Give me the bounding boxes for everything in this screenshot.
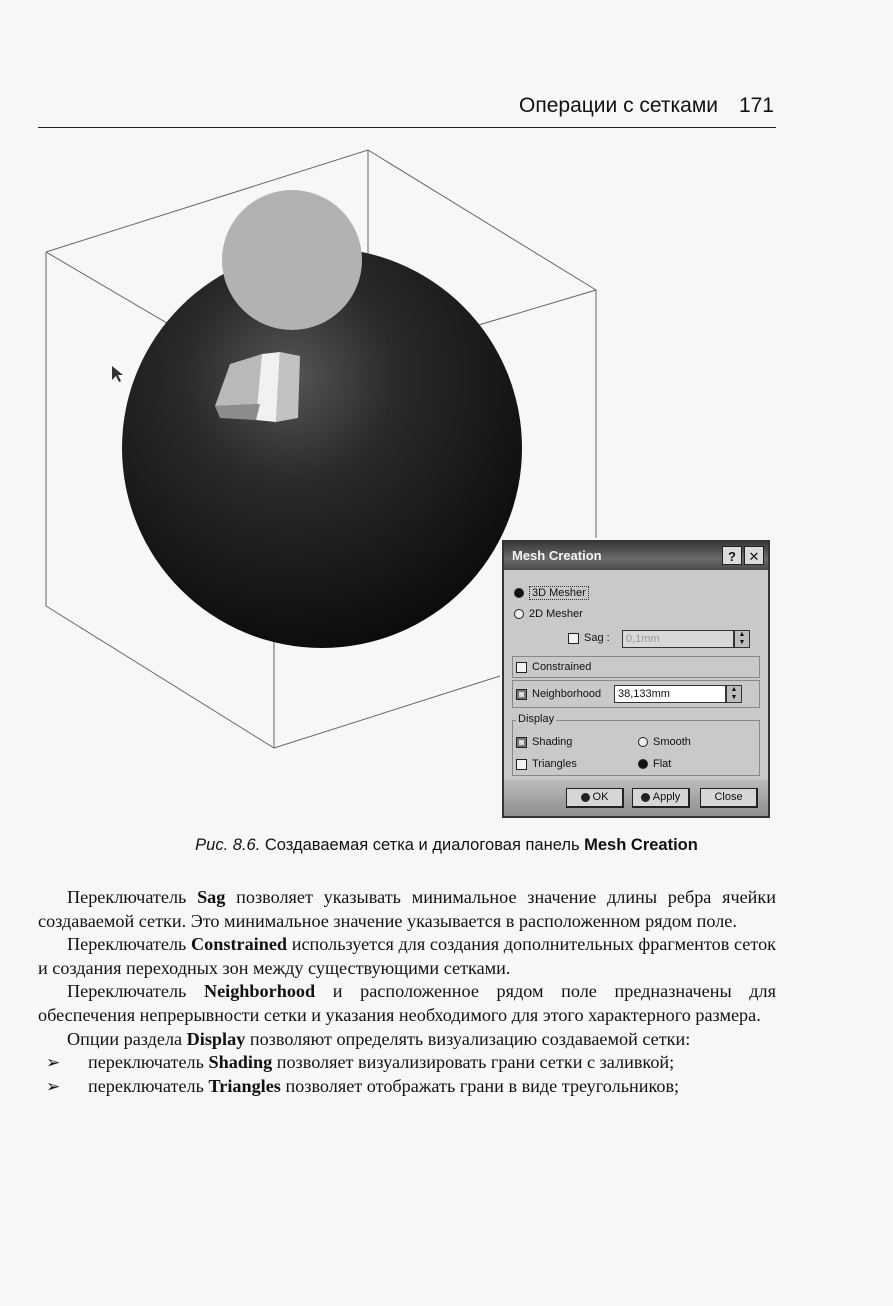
text-run: позволяет указывать минимальное значение длины ребра ячейки создаваемой сетки. Это минимальное значение указывается в расположенном рядом поле.	[38, 887, 776, 931]
ok-icon	[581, 793, 590, 802]
caption-bold: Mesh Creation	[584, 836, 698, 854]
flat-option[interactable]	[638, 758, 671, 770]
text-run: Переключатель	[67, 887, 198, 907]
sag-input[interactable]: 0,1mm	[622, 630, 734, 648]
apply-button[interactable]	[632, 788, 690, 808]
apply-label: Apply	[652, 791, 681, 803]
mesher-2d-label: 2D Mesher	[529, 608, 583, 620]
list-item	[38, 1051, 776, 1075]
constrained-checkbox[interactable]	[516, 662, 527, 673]
running-header	[38, 92, 776, 128]
text-run: позволяет отображать грани в виде треугольников;	[280, 1075, 680, 1096]
page-number: 171	[738, 94, 774, 117]
dialog-title: Mesh Creation	[512, 548, 602, 563]
paragraph-display	[38, 1028, 776, 1052]
text-run: используется для создания дополнительных фрагментов сеток и создания переходных зон между существующими сетками.	[38, 934, 776, 978]
body-text	[38, 886, 776, 1098]
neighborhood-option[interactable]	[516, 688, 601, 700]
text-run: переключатель	[88, 1052, 209, 1073]
term-sag: Sag	[197, 887, 226, 907]
flat-radio[interactable]	[638, 759, 648, 769]
constrained-label: Constrained	[532, 661, 592, 673]
caption-text: Создаваемая сетка и диалоговая панель	[260, 836, 585, 854]
neighborhood-input[interactable]: 38,133mm	[614, 685, 726, 703]
caption-prefix: Рис. 8.6.	[195, 836, 261, 854]
mesher-3d-label: 3D Mesher	[529, 586, 589, 600]
close-button[interactable]: Close	[700, 788, 758, 808]
mesher-2d-option[interactable]	[514, 608, 583, 620]
neighborhood-label: Neighborhood	[532, 688, 602, 700]
small-sphere	[222, 190, 362, 330]
neighborhood-checkbox[interactable]	[516, 689, 527, 700]
mesher-3d-option[interactable]	[514, 586, 589, 600]
smooth-radio[interactable]	[638, 737, 648, 747]
constrained-option[interactable]	[516, 661, 591, 673]
sag-label: Sag :	[584, 632, 610, 644]
triangles-checkbox[interactable]	[516, 759, 527, 770]
close-window-button[interactable]: ✕	[744, 546, 764, 565]
help-button[interactable]: ?	[722, 546, 742, 565]
dialog-titlebar	[504, 542, 768, 570]
text-run: Опции раздела	[67, 1028, 187, 1049]
sag-spinner[interactable]: ▲ ▼	[734, 630, 750, 648]
sag-option[interactable]	[568, 632, 610, 644]
text-run: и расположенное рядом поле предназначены для обеспечения непрерывности сетки и указания необходимого для этого характерного размера.	[38, 981, 776, 1025]
term-shading: Shading	[208, 1052, 273, 1073]
term-neighborhood: Neighborhood	[203, 981, 316, 1002]
sag-checkbox[interactable]	[568, 633, 579, 644]
triangles-label: Triangles	[532, 758, 577, 770]
paragraph-sag	[38, 886, 776, 933]
bullet-arrow-icon: ➢	[46, 1053, 61, 1073]
shading-option[interactable]	[516, 736, 572, 748]
text-run: переключатель	[88, 1075, 209, 1096]
dialog-button-bar	[504, 780, 768, 816]
shading-checkbox[interactable]	[516, 737, 527, 748]
smooth-option[interactable]	[638, 736, 691, 748]
display-options-list	[38, 1051, 776, 1098]
text-run: Переключатель	[67, 981, 204, 1002]
term-triangles: Triangles	[208, 1075, 281, 1096]
smooth-label: Smooth	[653, 736, 691, 748]
ok-button[interactable]	[566, 788, 624, 808]
bullet-arrow-icon: ➢	[46, 1076, 61, 1096]
mesher-3d-radio[interactable]	[514, 588, 524, 598]
term-constrained: Constrained	[191, 934, 288, 955]
neighborhood-spinner[interactable]: ▲ ▼	[726, 685, 742, 703]
shading-label: Shading	[532, 736, 573, 748]
flat-label: Flat	[653, 758, 672, 770]
mesh-creation-dialog	[502, 540, 770, 818]
ok-label: OK	[592, 791, 609, 803]
header-title: Операции с сетками	[519, 94, 718, 117]
text-run: позволяет визуализировать грани сетки с заливкой;	[272, 1052, 675, 1073]
text-run: позволяют определять визуализацию создаваемой сетки:	[245, 1028, 691, 1049]
term-display: Display	[186, 1028, 246, 1049]
triangles-option[interactable]	[516, 758, 577, 770]
cursor-icon	[112, 366, 123, 382]
display-group-label: Display	[518, 713, 555, 725]
list-item	[38, 1075, 776, 1099]
figure-caption	[0, 836, 893, 855]
text-run: Переключатель	[67, 934, 192, 955]
paragraph-constrained	[38, 933, 776, 980]
apply-icon	[641, 793, 650, 802]
paragraph-neighborhood	[38, 980, 776, 1027]
mesher-2d-radio[interactable]	[514, 609, 524, 619]
